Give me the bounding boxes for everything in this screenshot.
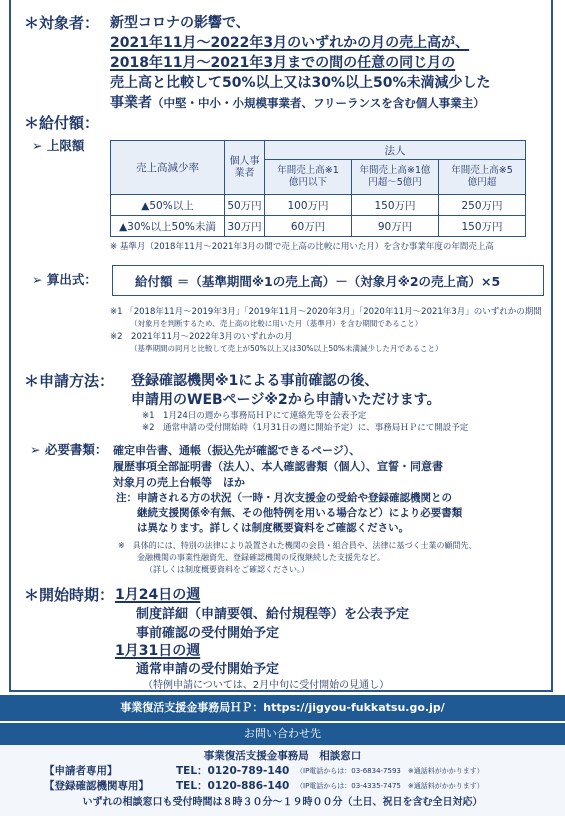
- docs-note-c: は異なります。詳しくは制度概要資料をご確認ください。: [137, 522, 410, 534]
- start-week1: 1月24日の週: [115, 587, 201, 603]
- start-w2b: （特例申請については、2月中旬に受付開始の見通し）: [143, 680, 390, 691]
- col-a-header: 年間売上高※1億円以下: [265, 160, 352, 195]
- table-row: [111, 216, 526, 237]
- start-w1a: 制度詳細（申請要領、給付規程等）を公表予定: [136, 607, 410, 622]
- target-line2: 2021年11月～2022年3月のいずれかの月の売上高が、: [110, 35, 470, 51]
- target-line1: 新型コロナの影響で、: [110, 15, 250, 31]
- col-c-header: 年間売上高※5億円超: [439, 160, 526, 195]
- docs-star-b: 金融機関の事業性融資先、登録確認機関の反復継続した支援先など。: [137, 553, 385, 562]
- reg-ip: （IP電話からは：03-4335-7475 ※通話料がかかります）: [296, 782, 484, 790]
- docs-line1: 確定申告書、通帳（振込先が確認できるページ）、: [113, 444, 361, 457]
- hp-banner: 事業復活支援金事務局ＨＰ：https://jigyou-fukkatsu.go.jp/: [0, 695, 565, 721]
- reg-tel: TEL：0120-886-140: [176, 780, 290, 792]
- docs-note-a: 注：申請される方の状況（一時・月次支援金の受給や登録確認機関との: [116, 492, 452, 504]
- col-decline-header: 売上高減少率: [111, 141, 225, 195]
- table-note: ※ 基準月（2018年11月～2021年3月の間で売上高の比較に用いた月）を含む事業年度の年間売上高: [110, 242, 494, 252]
- calc-label: ➢ 算出式：: [32, 272, 97, 287]
- apply-note1: ※1 1月24日の週から事務局ＨＰにて連絡先等を公表予定: [142, 411, 367, 421]
- target-line5-main: 事業者: [110, 95, 152, 111]
- docs-line3: 対象月の売上台帳等 ほか: [113, 476, 245, 489]
- row1-a: 100万円: [265, 195, 352, 216]
- apply-label: ＊申請方法：: [24, 372, 115, 390]
- apply-line1: 登録確認機関※1による事前確認の後、: [131, 373, 379, 389]
- docs-note-b: 継続支援関係※有無、その他特例を用いる場合など）により必要書類: [137, 507, 463, 519]
- col-corp-header: 法人: [265, 141, 526, 160]
- apply-note2: ※2 通常申請の受付開始時（1月31日の週に開始予定）に、事務局ＨＰにて開設予定: [142, 423, 469, 433]
- apply-line2: 申請用のWEBページ※2から申請いただけます。: [131, 392, 441, 408]
- calc-note2b: （基準期間の同月と比較して売上が50%以上又は30%以上50%未満減少した月であること）: [130, 344, 443, 353]
- calc-note1b: （対象月を判断するため、売上高の比較に用いた月（基準月）を含む期間であること）: [130, 319, 423, 328]
- row2-c: 150万円: [439, 216, 526, 237]
- target-line4: 売上高と比較して50%以上又は30%以上50%未満減少した: [110, 75, 491, 91]
- col-b-header: 年間売上高※1億円超～5億円: [352, 160, 439, 195]
- start-w2a: 通常申請の受付開始予定: [136, 662, 280, 677]
- hours-text: いずれの相談窓口も受付時間は８時３０分～１９時００分（土日、祝日を含む全日対応）: [82, 797, 483, 808]
- target-line5: [110, 92, 485, 112]
- contact-panel: [0, 745, 565, 816]
- target-line5-note: （中堅・中小・小規模事業者、フリーランスを含む個人事業主）: [152, 96, 485, 110]
- applicant-label: 【申請者専用】: [44, 765, 118, 777]
- start-w1b: 事前確認の受付開始予定: [136, 626, 280, 641]
- help-center-title: 事業復活支援金事務局 相談窓口: [203, 750, 362, 762]
- benefit-label: ＊給付額：: [24, 114, 100, 132]
- table-row: [111, 195, 526, 216]
- target-label: ＊対象者：: [24, 14, 100, 32]
- limit-label: ➢ 上限額: [32, 138, 85, 153]
- reg-label: 【登録確認機関専用】: [44, 780, 149, 792]
- row1-indiv: 50万円: [225, 195, 265, 216]
- calc-note1: ※1 「2018年11月～2019年3月」「2019年11月～2020年3月」「2020年11月～2021年3月」のいずれかの期間: [110, 307, 542, 317]
- applicant-ip: （IP電話からは：03-6834-7593 ※通話料がかかります）: [296, 767, 484, 775]
- row1-c: 250万円: [439, 195, 526, 216]
- limit-table: [110, 140, 526, 237]
- docs-label: ➢ 必要書類：: [30, 442, 108, 457]
- calc-note2: ※2 2021年11月～2022年3月のいずれかの月: [110, 332, 293, 342]
- start-week2: 1月31日の週: [115, 643, 201, 659]
- applicant-tel: TEL：0120-789-140: [176, 765, 290, 777]
- row2-b: 90万円: [352, 216, 439, 237]
- docs-star-a: ※ 具体的には、特別の法律により設置された機関の会員・組合員や、法律に基づく士業の顧問先、: [118, 541, 477, 550]
- col-individual-header: 個人事業者: [225, 141, 265, 195]
- start-label: ＊開始時期：: [24, 586, 115, 604]
- row2-a: 60万円: [265, 216, 352, 237]
- row2-indiv: 30万円: [225, 216, 265, 237]
- row2-rate: ▲30%以上50%未満: [111, 216, 225, 237]
- row1-b: 150万円: [352, 195, 439, 216]
- docs-star-c: （詳しくは制度概要資料をご確認ください。）: [145, 565, 309, 574]
- row1-rate: ▲50%以上: [111, 195, 225, 216]
- docs-line2: 履歴事項全部証明書（法人）、本人確認書類（個人）、宣誓・同意書: [113, 460, 443, 473]
- formula-box: 給付額 ＝（基準期間※1の売上高）－（対象月※2の売上高）×5: [112, 265, 544, 296]
- target-line3: 2018年11月～2021年3月までの間の任意の同じ月の: [110, 55, 456, 71]
- inquiry-banner: お問い合わせ先: [0, 723, 565, 745]
